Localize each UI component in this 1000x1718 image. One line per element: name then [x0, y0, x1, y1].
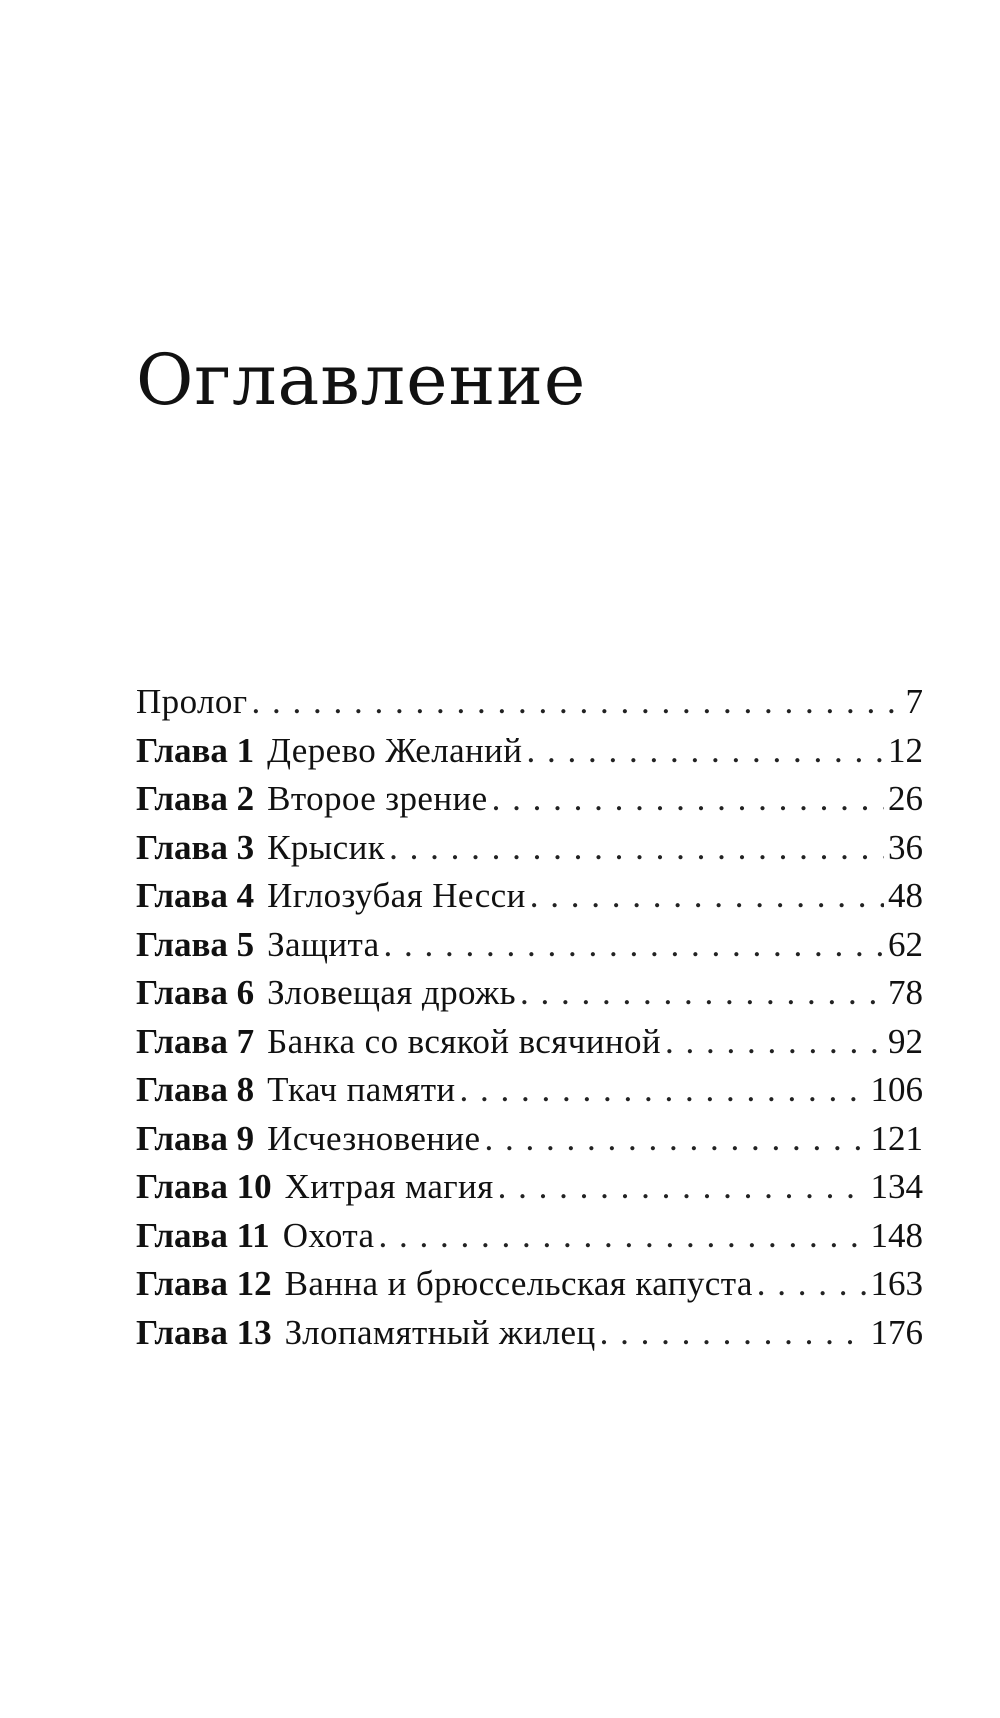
entry-title: Исчезновение [267, 1118, 481, 1158]
dot-leader [526, 727, 884, 776]
chapter-label: Глава 7 [136, 1021, 255, 1061]
entry-title: Хитрая магия [284, 1167, 494, 1206]
dot-leader [485, 1115, 867, 1164]
chapter-label: Глава 5 [136, 924, 255, 964]
toc-entry-chapter-13[interactable] [136, 1309, 923, 1358]
entry-title: Зловещая дрожь [267, 973, 517, 1012]
entry-title: Защита [267, 924, 380, 964]
entry-title: Крысик [267, 827, 386, 867]
dot-leader [600, 1309, 867, 1358]
entry-title: Охота [282, 1215, 375, 1255]
dot-leader [520, 969, 884, 1018]
entry-title: Иглозубая Несси [267, 876, 526, 915]
entry-title: Банка со всякой всячиной [267, 1021, 662, 1061]
page-number: 12 [888, 730, 923, 770]
page-number: 78 [888, 973, 923, 1012]
dot-leader [378, 1212, 866, 1261]
chapter-label: Глава 11 [136, 1215, 270, 1255]
entry-title: Ткач памяти [267, 1070, 456, 1109]
dot-leader [252, 678, 902, 727]
entry-title: Дерево Желаний [267, 730, 523, 770]
toc-entry-chapter-5[interactable] [136, 921, 923, 970]
chapter-label: Глава 10 [136, 1167, 272, 1206]
page-number: 148 [870, 1215, 923, 1255]
dot-leader [665, 1018, 884, 1067]
chapter-label: Глава 13 [136, 1312, 272, 1352]
toc-entry-chapter-12[interactable] [136, 1260, 923, 1309]
chapter-label: Глава 12 [136, 1264, 272, 1303]
toc-entry-chapter-4[interactable] [136, 872, 923, 921]
dot-leader [757, 1260, 867, 1309]
toc-entry-prologue[interactable] [136, 678, 923, 727]
page-number: 106 [870, 1070, 923, 1109]
page-number: 176 [870, 1312, 923, 1352]
page-number: 134 [870, 1167, 923, 1206]
page-number: 121 [870, 1118, 923, 1158]
page-title: Оглавление [136, 338, 587, 421]
toc-entry-chapter-8[interactable] [136, 1066, 923, 1115]
dot-leader [460, 1066, 867, 1115]
entry-title: Второе зрение [267, 779, 488, 818]
dot-leader [498, 1163, 867, 1212]
page-number: 26 [888, 779, 923, 818]
chapter-label: Глава 9 [136, 1118, 255, 1158]
page-number: 36 [888, 827, 923, 867]
chapter-label: Глава 4 [136, 876, 255, 915]
toc-entry-chapter-1[interactable] [136, 727, 923, 776]
chapter-label: Глава 1 [136, 730, 255, 770]
page-number: 92 [888, 1021, 923, 1061]
chapter-label: Глава 2 [136, 779, 255, 818]
dot-leader [384, 921, 884, 970]
page-number: 7 [905, 682, 923, 721]
dot-leader [492, 775, 884, 824]
table-of-contents [136, 678, 923, 1357]
page-number: 163 [870, 1264, 923, 1303]
toc-entry-chapter-2[interactable] [136, 775, 923, 824]
toc-entry-chapter-10[interactable] [136, 1163, 923, 1212]
dot-leader [530, 872, 884, 921]
toc-entry-chapter-11[interactable] [136, 1212, 923, 1261]
page-number: 48 [888, 876, 923, 915]
entry-title: Злопамятный жилец [284, 1312, 596, 1352]
entry-title: Ванна и брюссельская капуста [284, 1264, 753, 1303]
toc-entry-chapter-3[interactable] [136, 824, 923, 873]
chapter-label: Глава 6 [136, 973, 255, 1012]
toc-entry-chapter-7[interactable] [136, 1018, 923, 1067]
page-number: 62 [888, 924, 923, 964]
chapter-label: Глава 8 [136, 1070, 255, 1109]
chapter-label: Глава 3 [136, 827, 255, 867]
entry-title: Пролог [136, 682, 248, 721]
toc-entry-chapter-9[interactable] [136, 1115, 923, 1164]
toc-entry-chapter-6[interactable] [136, 969, 923, 1018]
dot-leader [389, 824, 884, 873]
